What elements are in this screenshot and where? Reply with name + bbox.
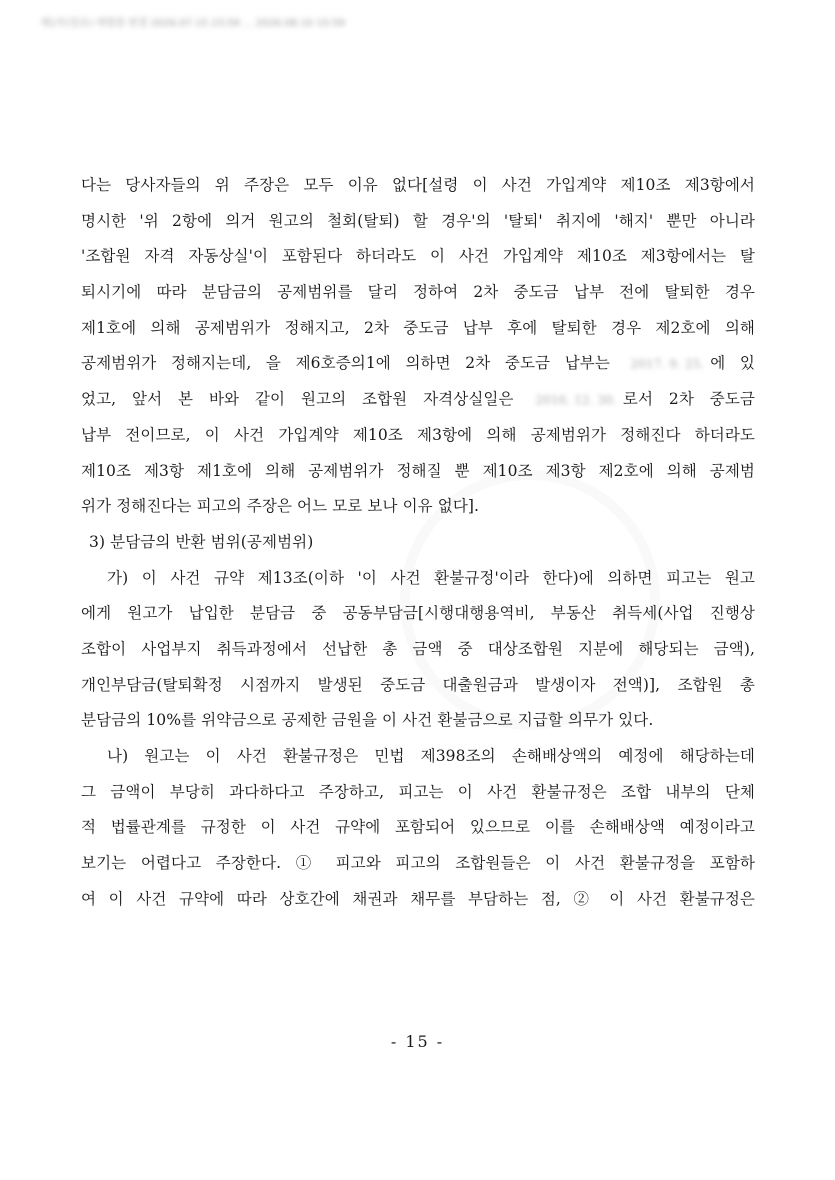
document-header-blurred: 제1부(일요) 대법원 판결 2026.07.15 23:59 ... 2026.08.10 15:59 — [40, 18, 346, 29]
redacted-date: 2017. 9. 25. — [630, 357, 705, 372]
body-text: 공제범위가 정해지는데, 을 제6호증의1에 의하면 2차 중도금 납부는 — [81, 354, 610, 373]
body-text: 로서 2차 중도금 — [622, 390, 755, 409]
page-number: - 15 - — [390, 1032, 445, 1051]
paragraph-na-line: 보기는 어렵다고 주장한다. ① 피고와 피고의 조합원들은 이 사건 환불규정을 포함하 — [81, 854, 755, 873]
body-line: 명시한 '위 2항에 의거 원고의 철회(탈퇴) 할 경우'의 '탈퇴' 취지에 '해지' 뿐만 아니라 — [81, 211, 755, 230]
body-line: 제10조 제3항 제1호에 의해 공제범위가 정해질 뿐 제10조 제3항 제2호에 의해 공제범 — [81, 461, 755, 480]
body-line: 다는 당사자들의 위 주장은 모두 이유 없다[설령 이 사건 가입계약 제10조 제3항에서 — [81, 176, 755, 194]
paragraph-ga-line: 에게 원고가 납입한 분담금 중 공동부담금[시행대행용역비, 부동산 취득세(사업 진행상 — [81, 604, 755, 623]
paragraph-na-line: 그 금액이 부당히 과다하다고 주장하고, 피고는 이 사건 환불규정은 조합 내부의 단체 — [81, 782, 755, 801]
paragraph-ga-line: 개인부담금(탈퇴확정 시점까지 발생된 중도금 대출원금과 발생이자 전액)], 조합원 총 — [81, 675, 755, 694]
paragraph-na-line: 적 법률관계를 규정한 이 사건 규약에 포함되어 있으므로 이를 손해배상액 예정이라고 — [81, 818, 755, 837]
paragraph-na-line: 여 이 사건 규약에 따라 상호간에 채권과 채무를 부담하는 점, ② 이 사건 환불규정은 — [81, 889, 755, 908]
body-text: 었고, 앞서 본 바와 같이 원고의 조합원 자격상실일은 — [81, 390, 514, 409]
paragraph-ga-line: 가) 이 사건 규약 제13조(이하 '이 사건 환불규정'이라 한다)에 의하면 피고는 원고 — [107, 568, 755, 587]
paragraph-ga-line: 조합이 사업부지 취득과정에서 선납한 총 금액 중 대상조합원 지분에 해당되는 금액), — [81, 639, 755, 658]
document-body — [81, 168, 755, 917]
paragraph-na-line: 나) 원고는 이 사건 환불규정은 민법 제398조의 손해배상액의 예정에 해당하는데 — [107, 747, 755, 765]
body-line — [81, 346, 755, 382]
redacted-date: 2016. 12. 30. — [535, 393, 617, 408]
body-line: 위가 정해진다는 피고의 주장은 어느 모로 보나 이유 없다]. — [81, 497, 480, 516]
body-line — [81, 382, 755, 418]
paragraph-ga-line: 분담금의 10%를 위약금으로 공제한 금원을 이 사건 환불금으로 지급할 의무가 있다. — [81, 711, 654, 730]
body-text: 에 있 — [710, 354, 755, 373]
section-heading: 3) 분담금의 반환 범위(공제범위) — [89, 532, 314, 551]
body-line: 납부 전이므로, 이 사건 가입계약 제10조 제3항에 의해 공제범위가 정해진다 하더라도 — [81, 425, 755, 444]
body-line: 제1호에 의해 공제범위가 정해지고, 2차 중도금 납부 후에 탈퇴한 경우 제2호에 의해 — [81, 318, 755, 337]
body-line: '조합원 자격 자동상실'이 포함된다 하더라도 이 사건 가입계약 제10조 제3항에서는 탈 — [81, 247, 755, 266]
body-line: 퇴시기에 따라 분담금의 공제범위를 달리 정하여 2차 중도금 납부 전에 탈퇴한 경우 — [81, 283, 755, 302]
